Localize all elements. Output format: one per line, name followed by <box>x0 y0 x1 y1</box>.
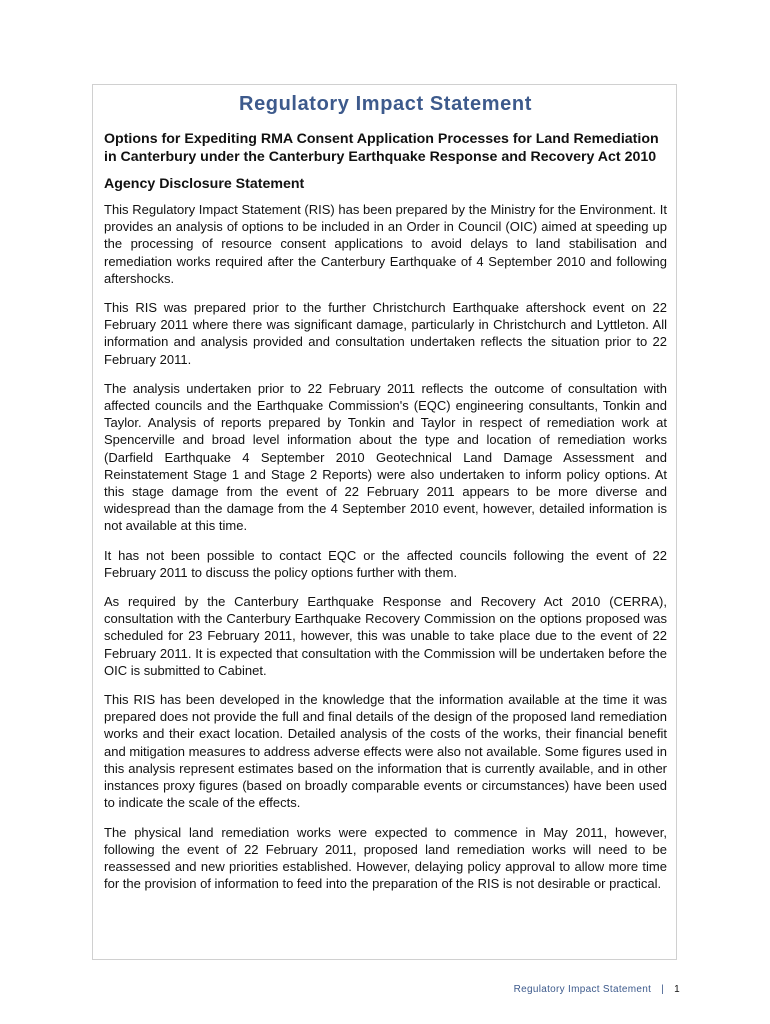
paragraph: It has not been possible to contact EQC or the affected councils following the event of 22 February 2011 to discuss the policy options further with them. <box>104 547 667 580</box>
page-footer <box>514 984 680 995</box>
paragraph: This Regulatory Impact Statement (RIS) has been prepared by the Ministry for the Environment. It provides an analysis of options to be included in an Order in Council (OIC) aimed at speeding up the processing of resource consent applications to avoid delays to land stabilisation and remediation works required after the Canterbury Earthquake of 4 September 2010 and following aftershocks. <box>104 202 667 286</box>
document-body <box>104 92 667 904</box>
document-title: Regulatory Impact Statement <box>239 93 532 115</box>
paragraph: As required by the Canterbury Earthquake Response and Recovery Act 2010 (CERRA), consultation with the Canterbury Earthquake Recovery Commission on the options proposed was scheduled for 23 February 2011, however, this was unable to take place due to the event of 22 February 2011. It is expected that consultation with the Commission will be undertaken before the OIC is submitted to Cabinet. <box>104 594 667 678</box>
paragraph: This RIS was prepared prior to the further Christchurch Earthquake aftershock event on 22 February 2011 where there was significant damage, particularly in Christchurch and Lyttleton. All information and analysis provided and consultation undertaken reflects the situation prior to 22 February 2011. <box>104 300 667 367</box>
paragraph: The analysis undertaken prior to 22 February 2011 reflects the outcome of consultation with affected councils and the Earthquake Commission's (EQC) engineering consultants, Tonkin and Taylor. Analysis of reports prepared by Tonkin and Taylor in respect of remediation work at Spencerville and broad level information about the type and location of remediation works (Darfield Earthquake 4 September 2010 Geotechnical Land Damage Assessment and Reinstatement Stage 1 and Stage 2 Reports) were also undertaken to inform policy options. At this stage damage from the event of 22 February 2011 appears to be more diverse and widespread than the damage from the 4 September 2010 event, however, detailed information is not available at this time. <box>104 380 667 534</box>
paragraph: This RIS has been developed in the knowledge that the information available at the time it was prepared does not provide the full and final details of the design of the proposed land remediation works and their exact location. Detailed analysis of the costs of the works, their financial benefit and mitigation measures to address adverse effects were also not available. Some figures used in this analysis represent estimates based on the information that is currently available, and in other instances proxy figures (based on broadly comparable events or circumstances) have been used to indicate the scale of the effects. <box>104 692 667 811</box>
paragraph: The physical land remediation works were expected to commence in May 2011, however, following the event of 22 February 2011, proposed land remediation works will need to be reassessed and new priorities established. However, delaying policy approval to allow more time for the provision of information to feed into the preparation of the RIS is not desirable or practical. <box>104 824 667 892</box>
page-number: 1 <box>674 984 680 995</box>
document-subtitle: Options for Expediting RMA Consent Application Processes for Land Remediation in Canterbury under the Canterbury Earthquake Response and Recovery Act 2010 <box>104 131 659 165</box>
section-heading: Agency Disclosure Statement <box>104 176 305 192</box>
footer-separator: | <box>661 984 665 995</box>
footer-label: Regulatory Impact Statement <box>513 984 652 995</box>
